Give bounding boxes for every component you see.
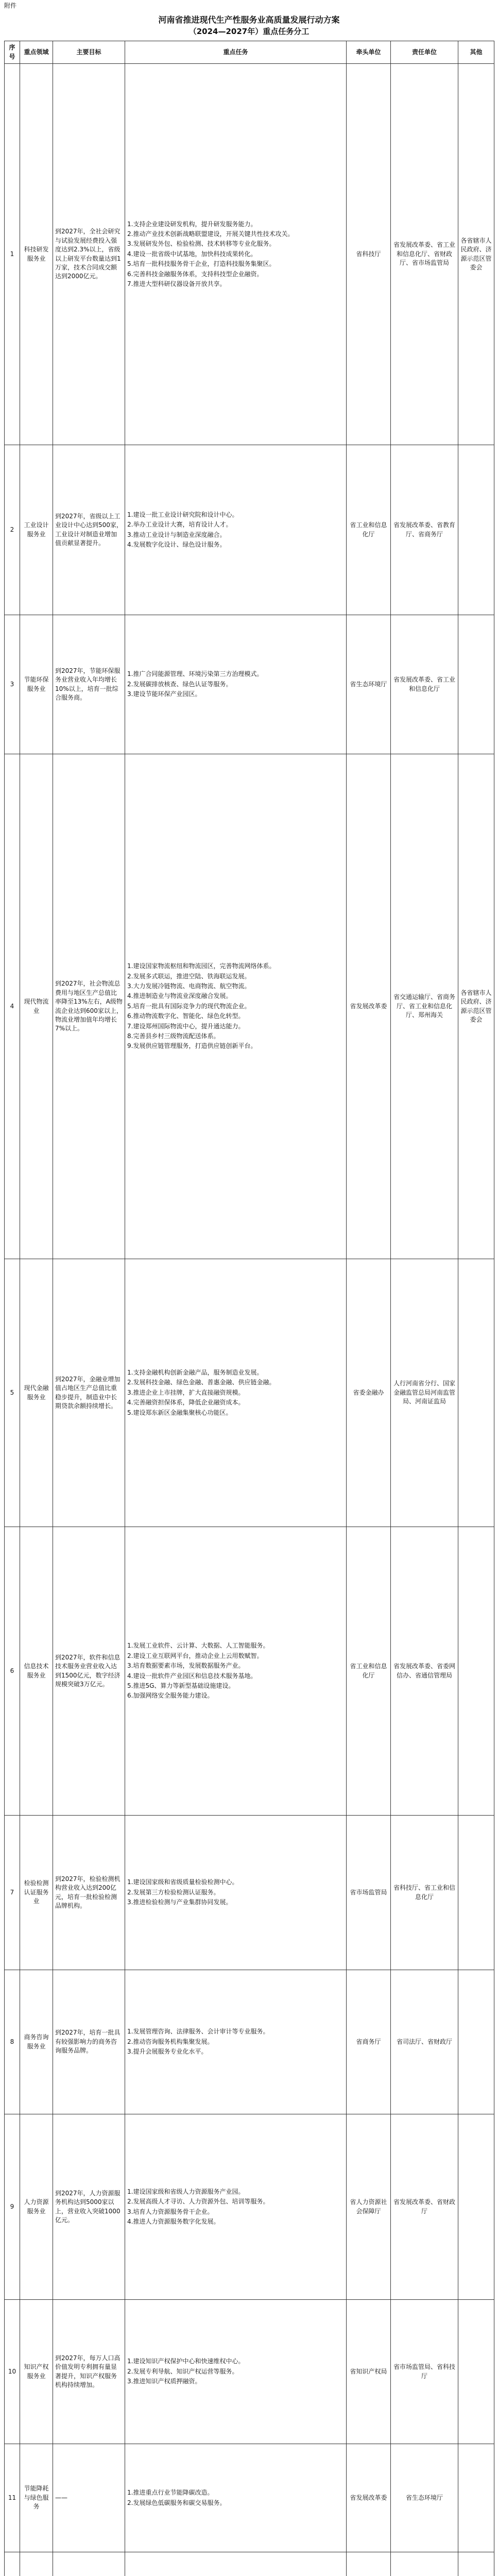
document-subtitle: （2024—2027年）重点任务分工 xyxy=(188,26,310,36)
field-name: 现代物流业 xyxy=(20,754,53,1259)
task-item: 7.建设郑州国际物流中心，提升通达能力。 xyxy=(127,1022,245,1030)
task-item: 1.支持金融机构创新金融产品，服务制造业发展。 xyxy=(127,1369,263,1377)
header-cell: 重点领域 xyxy=(20,41,53,64)
field-name: 人力资源服务业 xyxy=(20,2114,53,2300)
table-row xyxy=(5,1527,494,1816)
task-item: 2.发展科技金融、绿色金融、普惠金融、供应链金融。 xyxy=(127,1379,276,1386)
responsible-units: 省生态环境厅 xyxy=(391,2444,458,2552)
row-number: 1 xyxy=(5,64,20,445)
task-item: 6.完善科技金融服务体系，支持科技型企业融资。 xyxy=(127,270,263,278)
main-goal: 到2027年，软件和信息技术服务业营业收入达到1500亿元，数字经济规模突破3万亿元。 xyxy=(53,1527,125,1816)
key-tasks xyxy=(125,2444,347,2552)
key-tasks xyxy=(125,2114,347,2300)
task-item: 4.发展数字化设计、绿色设计服务。 xyxy=(127,540,226,548)
table-row xyxy=(5,2114,494,2300)
row-number: 11 xyxy=(5,2444,20,2552)
main-goal: 到2027年，人力资源服务机构达到5000家以上，营业收入突破1000亿元。 xyxy=(53,2114,125,2300)
task-item: 8.完善县乡村三级物流配送体系。 xyxy=(127,1032,220,1040)
responsible-units: 省司法厅、省财政厅 xyxy=(391,1970,458,2114)
table-row xyxy=(5,615,494,754)
row-number: 2 xyxy=(5,445,20,615)
header-cell: 其他 xyxy=(458,41,494,64)
lead-department: 省生态环境厅 xyxy=(347,615,391,754)
main-goal: 到2027年，每万人口高价值发明专利拥有量显著提升，知识产权服务机构持续增加。 xyxy=(53,2300,125,2444)
lead-department: 省科技厅 xyxy=(347,64,391,445)
lead-department: 省市场监管局 xyxy=(347,1816,391,1970)
task-item: 3.发展研发外包、检验检测、技术转移等专业化服务。 xyxy=(127,240,276,248)
other-units xyxy=(458,615,494,754)
table-header-row xyxy=(5,41,494,64)
table-row xyxy=(5,2444,494,2552)
main-goal: 到2027年，全社会研究与试验发展经费投入强度达到2.3%以上，省级以上研发平台数量达到1万家，技术合同成交额达到2000亿元。 xyxy=(53,64,125,445)
responsible-units: 省发展改革委、省财政厅 xyxy=(391,2114,458,2300)
field-name xyxy=(20,2552,53,2576)
task-item: 2.推动咨询服务机构集聚发展。 xyxy=(127,2038,214,2045)
task-item: 5.建设郑东新区金融集聚核心功能区。 xyxy=(127,1409,232,1416)
lead-department: 省商务厅 xyxy=(347,1970,391,2114)
other-units xyxy=(458,1816,494,1970)
key-tasks xyxy=(125,754,347,1259)
task-item: 4.推进人力资源服务数字化发展。 xyxy=(127,2217,220,2225)
task-item: 5.培育一批具有国际竞争力的现代物流企业。 xyxy=(127,1002,251,1010)
lead-department: 省人力资源社会保障厅 xyxy=(347,2114,391,2300)
table-row xyxy=(5,754,494,1259)
task-item: 6.加强网络安全服务能力建设。 xyxy=(127,1692,214,1700)
responsible-units: 省市场监管局、省科技厅 xyxy=(391,2300,458,2444)
other-units xyxy=(458,2552,494,2576)
task-item: 5.推进5G、算力等新型基础设施建设。 xyxy=(127,1682,235,1689)
key-tasks xyxy=(125,1816,347,1970)
main-goal: 到2027年，检验检测机构营业收入达到200亿元，培育一批检验检测品牌机构。 xyxy=(53,1816,125,1970)
task-item: 1.建设国家物流枢纽和物流园区，完善物流网络体系。 xyxy=(127,962,276,970)
task-item: 2.发展高级人才寻访、人力资源外包、培训等服务。 xyxy=(127,2198,269,2206)
header-cell: 牵头单位 xyxy=(347,41,391,64)
main-goal: 到2027年，省级以上工业设计中心达到500家，工业设计对制造业增加值贡献显著提升。 xyxy=(53,445,125,615)
row-number: 7 xyxy=(5,1816,20,1970)
lead-department: 省工业和信息化厅 xyxy=(347,1527,391,1816)
task-item: 1.建设国家级和省级质量检验检测中心。 xyxy=(127,1878,238,1886)
other-units xyxy=(458,445,494,615)
task-item: 3.培育人力资源服务骨干企业。 xyxy=(127,2208,214,2215)
field-name: 信息技术服务业 xyxy=(20,1527,53,1816)
task-item: 2.建设工业互联网平台，推动企业上云用数赋智。 xyxy=(127,1652,263,1659)
field-name: 节能环保服务业 xyxy=(20,615,53,754)
responsible-units: 省发展改革委、省工业和信息化厅、省财政厅、省市场监管局 xyxy=(391,64,458,445)
task-item: 4.建设一批软件产业园区和信息技术服务基地。 xyxy=(127,1672,257,1680)
task-item: 7.推进大型科研仪器设备开放共享。 xyxy=(127,280,226,288)
other-units xyxy=(458,2114,494,2300)
key-tasks xyxy=(125,445,347,615)
key-tasks xyxy=(125,2552,347,2576)
task-item: 3.培育数据要素市场，发展数据服务产业。 xyxy=(127,1662,245,1670)
task-item: 3.推动工业设计与制造业深度融合。 xyxy=(127,531,226,538)
lead-department: 省工业和信息化厅 xyxy=(347,445,391,615)
field-name: 现代金融服务业 xyxy=(20,1259,53,1527)
task-item: 3.建设节能环保产业园区。 xyxy=(127,690,201,698)
table-body xyxy=(5,64,494,2576)
responsible-units: 省发展改革委、省工业和信息化厅 xyxy=(391,615,458,754)
field-name: 检验检测认证服务业 xyxy=(20,1816,53,1970)
lead-department: 省发展改革委 xyxy=(347,2444,391,2552)
other-units xyxy=(458,2300,494,2444)
other-units: 各省辖市人民政府、济源示范区管委会 xyxy=(458,754,494,1259)
field-name: 知识产权服务业 xyxy=(20,2300,53,2444)
field-name: 工业设计服务业 xyxy=(20,445,53,615)
main-goal: 到2027年，金融业增加值占地区生产总值比重稳步提升，制造业中长期贷款余额持续增长。 xyxy=(53,1259,125,1527)
responsible-units: 省交通运输厅、省商务厅、省工业和信息化厅、郑州海关 xyxy=(391,754,458,1259)
key-tasks xyxy=(125,2300,347,2444)
other-units xyxy=(458,1970,494,2114)
other-units xyxy=(458,1527,494,1816)
row-number: 6 xyxy=(5,1527,20,1816)
task-item: 3.大力发展冷链物流、电商物流、航空物流。 xyxy=(127,982,251,990)
row-number: 3 xyxy=(5,615,20,754)
task-item: 4.建设一批省级中试基地，加快科技成果转化。 xyxy=(127,250,257,258)
task-item: 3.推进知识产权质押融资。 xyxy=(127,2378,201,2385)
attachment-label: 附件 xyxy=(4,2,17,9)
table-row xyxy=(5,2552,494,2576)
header-cell: 责任单位 xyxy=(391,41,458,64)
responsible-units: 人行河南省分行、国家金融监管总局河南监管局、河南证监局 xyxy=(391,1259,458,1527)
table-row xyxy=(5,1970,494,2114)
key-tasks xyxy=(125,64,347,445)
document-title: 河南省推进现代生产性服务业高质量发展行动方案 xyxy=(158,15,340,25)
task-item: 6.推动物流数字化、智能化、绿色化转型。 xyxy=(127,1012,245,1020)
responsible-units: 省发展改革委、省委网信办、省通信管理局 xyxy=(391,1527,458,1816)
header-cell: 重点任务 xyxy=(125,41,347,64)
table-row xyxy=(5,64,494,445)
key-tasks xyxy=(125,615,347,754)
field-name: 节能降耗与绿色服务 xyxy=(20,2444,53,2552)
key-tasks xyxy=(125,1527,347,1816)
header-cell: 主要目标 xyxy=(53,41,125,64)
task-item: 1.发展管理咨询、法律服务、会计审计等专业服务。 xyxy=(127,2028,269,2036)
task-item: 1.支持企业建设研发机构，提升研发服务能力。 xyxy=(127,220,257,228)
task-table xyxy=(4,41,494,2576)
table-row xyxy=(5,2300,494,2444)
main-goal xyxy=(53,2552,125,2576)
task-item: 2.发展专利导航、知识产权运营等服务。 xyxy=(127,2367,238,2375)
lead-department: 省知识产权局 xyxy=(347,2300,391,2444)
responsible-units: 省科技厅、省工业和信息化厅 xyxy=(391,1816,458,1970)
task-item: 2.发展碳排放核查、绿色认证等服务。 xyxy=(127,680,232,688)
task-item: 2.发展第三方检验检测认证服务。 xyxy=(127,1888,220,1896)
row-number: 5 xyxy=(5,1259,20,1527)
table-row xyxy=(5,1259,494,1527)
task-item: 9.发展供应链管理服务，打造供应链创新平台。 xyxy=(127,1042,257,1050)
task-item: 1.建设国家级和省级人力资源服务产业园。 xyxy=(127,2188,245,2195)
task-item: 3.推进企业上市挂牌，扩大直接融资规模。 xyxy=(127,1388,245,1396)
task-item: 2.举办工业设计大赛，培育设计人才。 xyxy=(127,521,232,529)
task-item: 2.发展多式联运，推进空陆、铁海联运发展。 xyxy=(127,972,251,980)
task-item: 5.培育一批科技服务骨干企业，打造科技服务集聚区。 xyxy=(127,260,276,268)
main-goal: 到2027年，社会物流总费用与地区生产总值比率降至13%左右，A级物流企业达到600家以上，物流业增加值年均增长7%以上。 xyxy=(53,754,125,1259)
row-number: 4 xyxy=(5,754,20,1259)
main-goal: —— xyxy=(53,2444,125,2552)
field-name: 商务咨询服务业 xyxy=(20,1970,53,2114)
other-units xyxy=(458,2444,494,2552)
task-item: 1.建设一批工业设计研究院和设计中心。 xyxy=(127,511,238,518)
other-units: 各省辖市人民政府、济源示范区管委会 xyxy=(458,64,494,445)
task-item: 3.推进检验检测与产业集群协同发展。 xyxy=(127,1899,232,1906)
responsible-units xyxy=(391,2552,458,2576)
lead-department: 省发展改革委 xyxy=(347,754,391,1259)
table-row xyxy=(5,445,494,615)
task-item: 4.推进制造业与物流业深度融合发展。 xyxy=(127,992,232,1000)
other-units xyxy=(458,1259,494,1527)
task-item: 1.推广合同能源管理、环境污染第三方治理模式。 xyxy=(127,670,263,678)
table-row xyxy=(5,1816,494,1970)
responsible-units: 省发展改革委、省教育厅、省商务厅 xyxy=(391,445,458,615)
lead-department: 省委金融办 xyxy=(347,1259,391,1527)
task-item: 3.提升会展服务专业化水平。 xyxy=(127,2048,208,2056)
task-item: 1.发展工业软件、云计算、大数据、人工智能服务。 xyxy=(127,1642,269,1650)
field-name: 科技研发服务业 xyxy=(20,64,53,445)
row-number: 9 xyxy=(5,2114,20,2300)
task-item: 1.推进重点行业节能降碳改造。 xyxy=(127,2489,214,2497)
task-item: 2.推动产业技术创新战略联盟建设，开展关键共性技术攻关。 xyxy=(127,230,294,238)
header-cell: 序号 xyxy=(5,41,20,64)
row-number: 8 xyxy=(5,1970,20,2114)
row-number: 10 xyxy=(5,2300,20,2444)
task-item: 4.完善融资担保体系，降低企业融资成本。 xyxy=(127,1399,245,1406)
task-item: 2.发展绿色低碳服务和碳交易服务。 xyxy=(127,2499,226,2506)
task-item: 1.建设知识产权保护中心和快速维权中心。 xyxy=(127,2358,245,2365)
lead-department xyxy=(347,2552,391,2576)
key-tasks xyxy=(125,1259,347,1527)
main-goal: 到2027年，培育一批具有较强影响力的商务咨询服务品牌。 xyxy=(53,1970,125,2114)
main-goal: 到2027年，节能环保服务业营业收入年均增长10%以上，培育一批综合服务商。 xyxy=(53,615,125,754)
key-tasks xyxy=(125,1970,347,2114)
row-number xyxy=(5,2552,20,2576)
